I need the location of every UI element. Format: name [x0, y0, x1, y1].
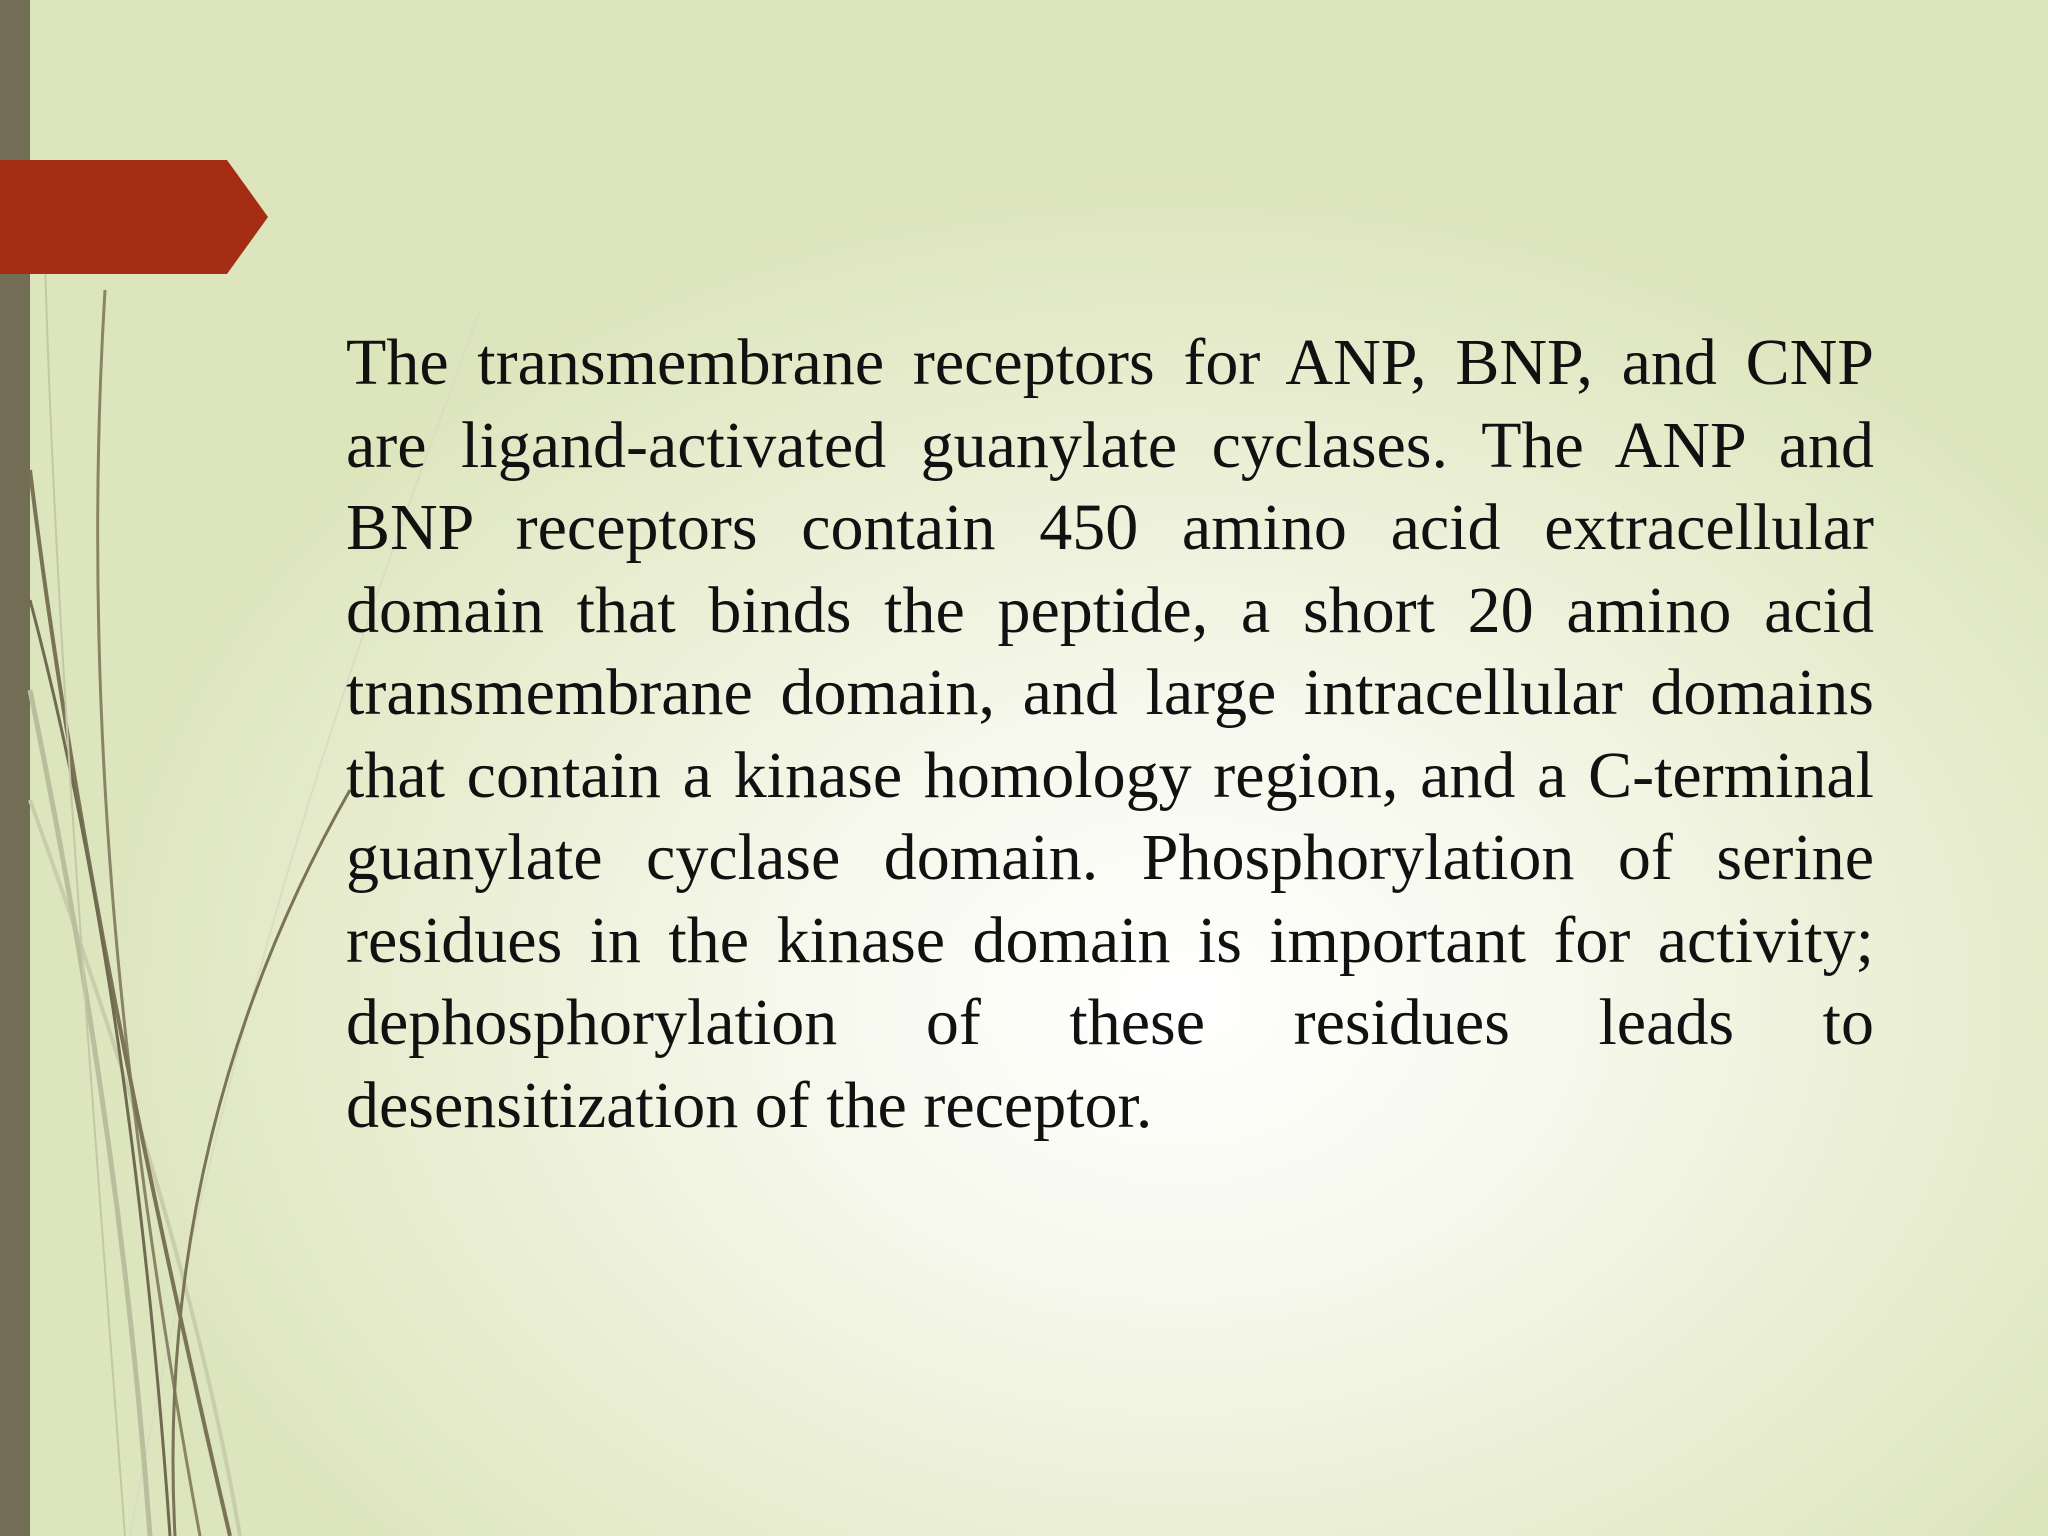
title-marker-arrow — [0, 160, 268, 274]
slide-body-text: The transmembrane receptors for ANP, BNP, and CNP are ligand-activated guanylate cyclases. The ANP and BNP receptors contain 450 amino acid extracellular domain that binds the peptide, a short 20 amino acid transmembrane domain, and large intracellular domains that contain a kinase homology region, and a C-terminal guanylate cyclase domain. Phosphorylation of serine residues in the kinase domain is important for activity; dephosphorylation of these residues leads to desensitization of the receptor. — [346, 326, 1874, 1142]
